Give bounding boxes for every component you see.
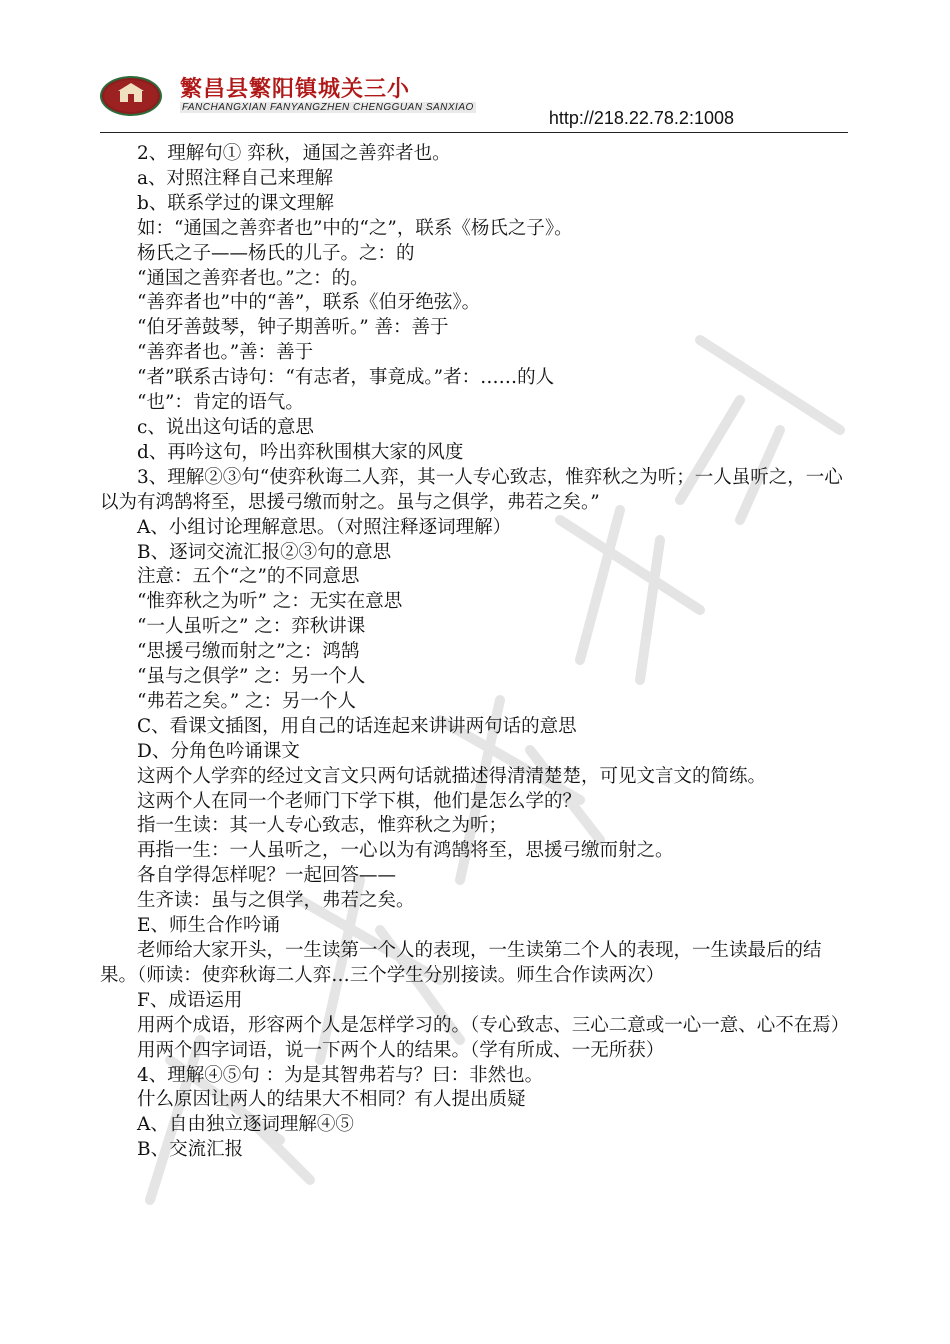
text-line: “善弈者也。”善：善于 <box>137 342 314 364</box>
text-line: “者”联系古诗句：“有志者，事竟成。”者：……的人 <box>137 367 555 389</box>
header-url: http://218.22.78.2:1008 <box>548 108 734 128</box>
text-line: 各自学得怎样呢？一起回答—— <box>137 865 397 887</box>
text-line: 注意：五个“之”的不同意思 <box>137 566 360 588</box>
text-line: “弗若之矣。” 之：另一个人 <box>137 690 357 712</box>
text-line: B、交流汇报 <box>137 1139 244 1161</box>
school-pinyin: FANCHANGXIAN FANYANGZHEN CHENGGUAN SANXIAO <box>182 102 474 113</box>
text-line: 这两个人学弈的经过文言文只两句话就描述得清清楚楚，可见文言文的简练。 <box>137 765 767 787</box>
school-name: 繁昌县繁阳镇城关三小 <box>180 77 411 102</box>
text-line: a、对照注释自己来理解 <box>137 167 334 189</box>
text-line: 这两个人在同一个老师门下学下棋，他们是怎么学的？ <box>137 790 582 812</box>
text-line: 杨氏之子——杨氏的儿子。之：的 <box>137 242 415 264</box>
text-line: D、分角色吟诵课文 <box>137 740 300 762</box>
text-line: “伯牙善鼓琴，钟子期善听。” 善：善于 <box>137 317 449 339</box>
document-body <box>100 142 852 1163</box>
text-line: 指一生读：其一人专心致志，惟弈秋之为听； <box>137 815 508 837</box>
page-header <box>100 70 848 134</box>
text-line: E、师生合作吟诵 <box>137 915 281 937</box>
text-line: C、看课文插图，用自己的话连起来讲讲两句话的意思 <box>137 715 577 737</box>
text-line: 用两个四字词语，说一下两个人的结果。（学有所成、一无所获） <box>137 1039 665 1061</box>
header-divider <box>100 132 848 133</box>
text-line: c、说出这句话的意思 <box>137 416 314 438</box>
text-line: “虽与之俱学” 之：另一个人 <box>137 666 366 688</box>
text-line: “一人虽听之” 之：弈秋讲课 <box>137 616 366 638</box>
text-line: 如：“通国之善弈者也”中的“之”，联系《杨氏之子》。 <box>137 217 573 239</box>
text-line: 3、理解②③句“使弈秋诲二人弈，其一人专心致志，惟弈秋之为听；一人虽听之，一心以为有鸿鹄将至，思援弓缴而射之。虽与之俱学，弗若之矣。” <box>100 466 843 513</box>
text-line: 生齐读：虽与之俱学，弗若之矣。 <box>137 890 415 912</box>
text-line: “善弈者也”中的“善”，联系《伯牙绝弦》。 <box>137 292 481 314</box>
text-line: 4、理解④⑤句 ：为是其智弗若与？曰：非然也。 <box>137 1064 544 1086</box>
text-line: B、逐词交流汇报②③句的意思 <box>137 541 392 563</box>
text-line: “惟弈秋之为听” 之：无实在意思 <box>137 591 403 613</box>
text-line: A、自由独立逐词理解④⑤ <box>137 1114 354 1136</box>
text-line: 再指一生：一人虽听之，一心以为有鸿鹄将至，思援弓缴而射之。 <box>137 840 674 862</box>
text-line: F、成语运用 <box>137 989 243 1011</box>
text-line: “思援弓缴而射之”之：鸿鹄 <box>137 641 360 663</box>
school-emblem-icon <box>100 76 162 116</box>
text-line: “通国之善弈者也。”之：的。 <box>137 267 369 289</box>
text-line: A、小组讨论理解意思。（对照注释逐词理解） <box>137 516 512 538</box>
text-line: d、再吟这句，吟出弈秋围棋大家的风度 <box>137 441 464 463</box>
text-line: 2、理解句① 弈秋，通国之善弈者也。 <box>137 143 451 164</box>
text-line: “也”：肯定的语气。 <box>137 392 304 414</box>
text-line: 老师给大家开头，一生读第一个人的表现，一生读第二个人的表现，一生读最后的结果。（师读：使弈秋诲二人弈…三个学生分别接读。师生合作读两次） <box>100 940 822 986</box>
text-line: b、联系学过的课文理解 <box>137 192 334 214</box>
text-line: 用两个成语，形容两个人是怎样学习的。（专心致志、三心二意或一心一意、心不在焉） <box>137 1014 850 1036</box>
text-line: 什么原因让两人的结果大不相同？有人提出质疑 <box>137 1089 526 1111</box>
